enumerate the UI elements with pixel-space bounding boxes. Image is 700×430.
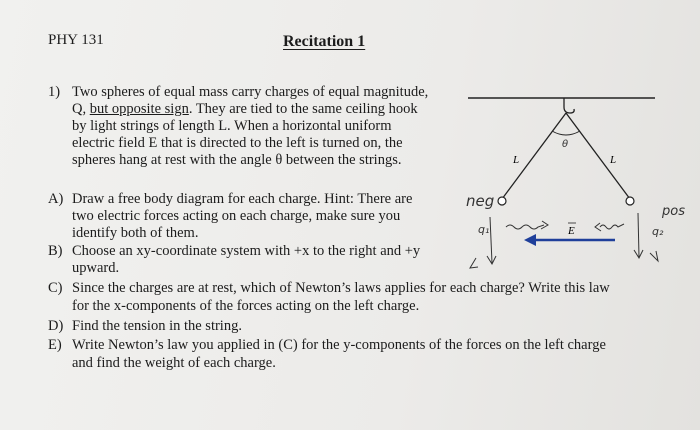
- right-small-arrow: [650, 251, 658, 261]
- part-b-line-2: upward.: [72, 260, 120, 276]
- part-b-label: B): [48, 243, 63, 259]
- right-charge-weight-arrow: [638, 213, 639, 257]
- part-e-line-1: Write Newton’s law you applied in (C) for the y-components of the forces on the left charge: [72, 337, 606, 353]
- right-sphere: [626, 197, 634, 205]
- angle-arc: [552, 131, 580, 135]
- charge-right-label: q₂: [652, 225, 664, 238]
- problem-line-1: Two spheres of equal mass carry charges of equal magnitude,: [72, 84, 429, 100]
- problem-line-2b: . They are tied to the same ceiling hook: [188, 101, 418, 117]
- left-charge-weight-arrow: [490, 217, 492, 263]
- string-left-label: L: [513, 154, 520, 166]
- problem-line-2a: Q,: [72, 101, 90, 117]
- part-a-line-3: identify both of them.: [72, 225, 199, 241]
- problem-line-5: spheres hang at rest with the angle θ between the strings.: [72, 152, 402, 168]
- charge-left-label: q₁: [478, 223, 490, 236]
- left-string: [502, 113, 569, 199]
- left-small-arrow: [470, 258, 478, 268]
- page-title: Recitation 1: [283, 33, 366, 50]
- angle-label: θ: [562, 139, 569, 150]
- course-code: PHY 131: [48, 32, 104, 48]
- part-c-label: C): [48, 280, 63, 296]
- problem-number: 1): [48, 84, 61, 100]
- string-right-label: L: [610, 154, 617, 166]
- part-b-line-1: Choose an xy-coordinate system with +x to the right and +y: [72, 243, 421, 259]
- part-e-label: E): [48, 337, 62, 353]
- right-string: [566, 113, 630, 199]
- part-d-label: D): [48, 318, 64, 334]
- field-label: E: [568, 225, 575, 237]
- handwritten-pos: pos: [662, 204, 685, 219]
- handwritten-neg: neg: [466, 192, 495, 210]
- problem-line-3: by light strings of length L. When a horizontal uniform: [72, 118, 392, 134]
- part-d-line-1: Find the tension in the string.: [72, 318, 242, 334]
- electric-field-arrowhead: [524, 234, 536, 246]
- left-sphere: [498, 197, 506, 205]
- part-e-line-2: and find the weight of each charge.: [72, 355, 276, 371]
- problem-line-2-underlined: but opposite sign: [89, 101, 189, 117]
- hanging-spheres-diagram: [440, 85, 690, 285]
- part-a-line-1: Draw a free body diagram for each charge. Hint: There are: [72, 191, 413, 207]
- problem-line-2: [72, 101, 418, 118]
- left-squiggle-arrowhead: [541, 221, 548, 229]
- problem-line-4: electric field E that is directed to the left is turned on, the: [72, 135, 403, 151]
- part-a-line-2: two electric forces acting on each charge, make sure you: [72, 208, 401, 224]
- part-a-label: A): [48, 191, 64, 207]
- left-charge-force-squiggle: [506, 225, 544, 229]
- hook-icon: [564, 98, 574, 113]
- right-charge-force-squiggle: [600, 224, 624, 229]
- part-c-line-2: for the x-components of the forces acting on the left charge.: [72, 298, 420, 314]
- part-c-line-1: Since the charges are at rest, which of Newton’s laws applies for each charge? Write this law: [72, 280, 610, 296]
